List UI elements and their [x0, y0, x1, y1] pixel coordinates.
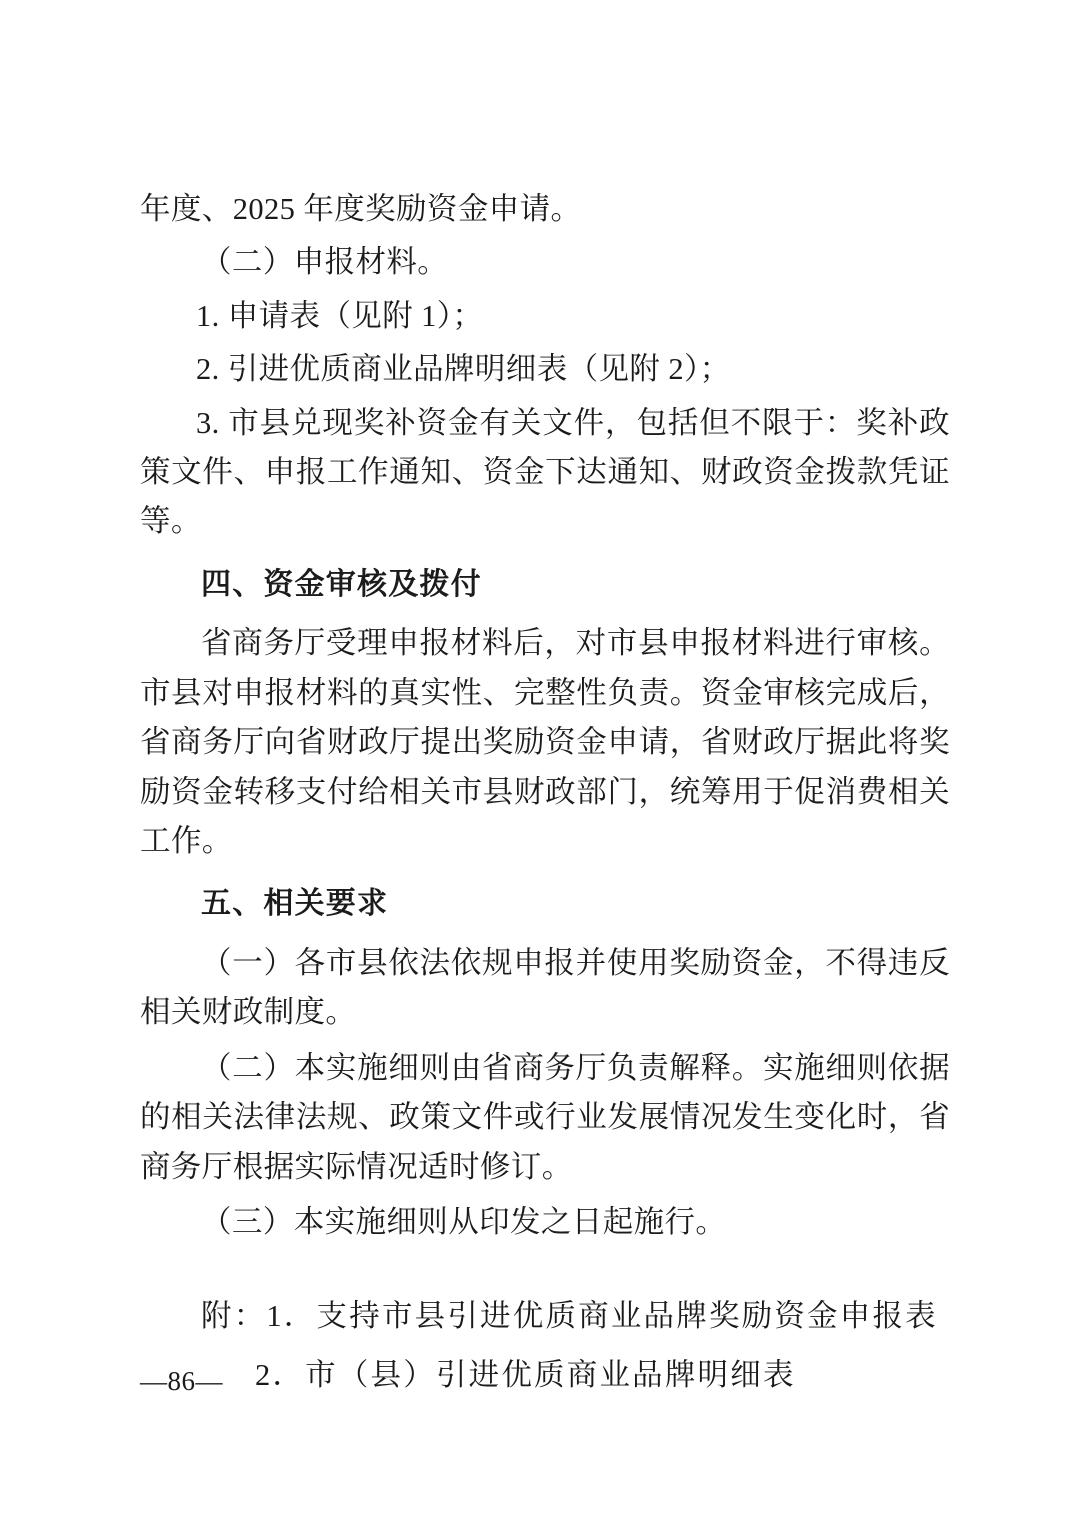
- paragraph-section-four-body: 省商务厅受理申报材料后，对市县申报材料进行审核。市县对申报材料的真实性、完整性负责。资金审核完成后，省商务厅向省财政厅提出奖励资金申请，省财政厅据此将奖励资金转移支付给相关市县财政部门，统筹用于促消费相关工作。: [140, 626, 950, 859]
- heading-section-four: 四、资金审核及拨付: [201, 567, 482, 601]
- document-body: [140, 185, 950, 1410]
- paragraph-line-continuation: 年度、2025 年度奖励资金申请。: [140, 192, 582, 226]
- page-number: —86—: [140, 1366, 223, 1396]
- paragraph-material-1: 1. 申请表（见附 1）；: [196, 298, 484, 333]
- paragraph-section-five-item-two: （二）本实施细则由省商务厅负责解释。实施细则依据的相关法律法规、政策文件或行业发展情况发生变化时，省商务厅根据实际情况适时修订。: [140, 1050, 950, 1184]
- paragraph-section-five-item-three: （三）本实施细则从印发之日起施行。: [201, 1205, 727, 1240]
- heading-section-five: 五、相关要求: [201, 887, 389, 921]
- attachment-item-1: 附：1．支持市县引进优质商业品牌奖励资金申报表: [201, 1298, 938, 1333]
- attachment-item-2: 2．市（县）引进优质商业品牌明细表: [255, 1357, 796, 1392]
- paragraph-material-2: 2. 引进优质商业品牌明细表（见附 2）；: [196, 352, 731, 387]
- paragraph-material-3: 3. 市县兑现奖补资金有关文件，包括但不限于：奖补政策文件、申报工作通知、资金下达通知、财政资金拨款凭证等。: [140, 405, 950, 539]
- paragraph-section-3-2-title: （二）申报材料。: [201, 245, 449, 280]
- attachment-list: [140, 1292, 950, 1401]
- paragraph-section-five-item-one: （一）各市县依法依规申报并使用奖励资金，不得违反相关财政制度。: [140, 946, 950, 1030]
